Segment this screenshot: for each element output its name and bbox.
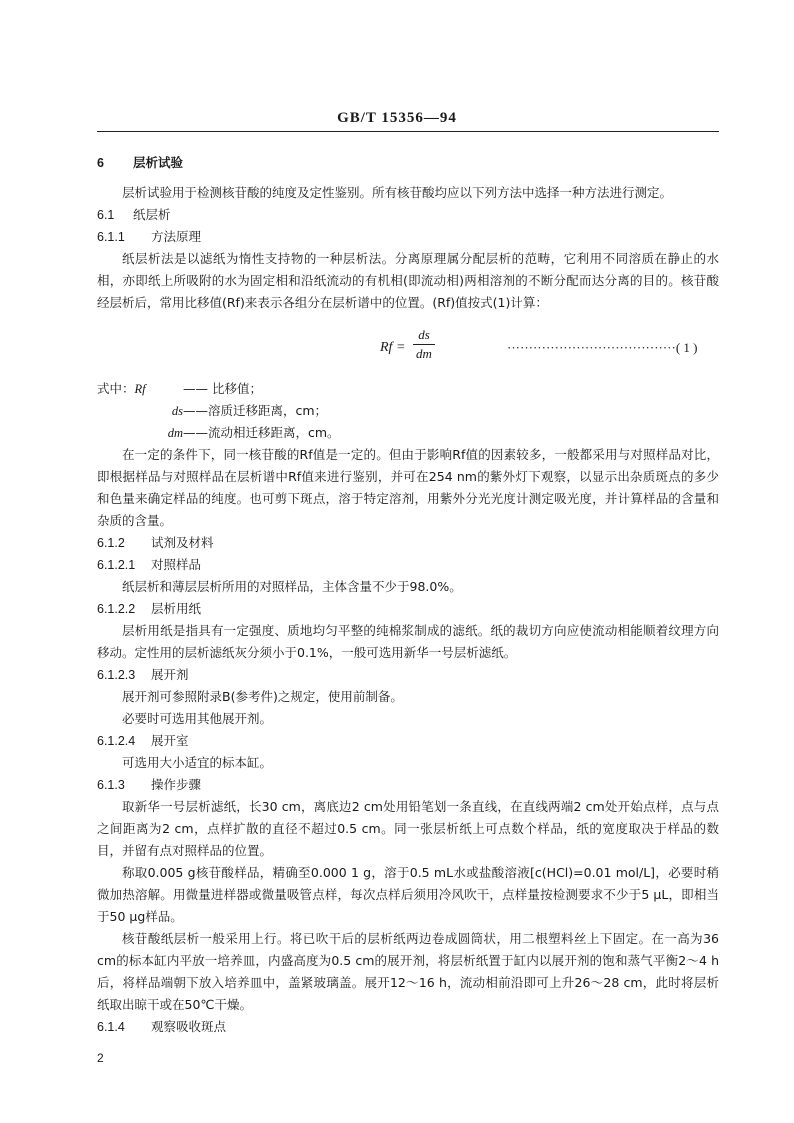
rf-formula — [97, 324, 719, 372]
section-title: 展开室 — [151, 733, 189, 748]
formula-lhs: Rf = — [380, 340, 406, 355]
section-number: 6.1.2 — [97, 536, 125, 550]
developer-paragraph-1: 展开剂可参照附录B(参考件)之规定，使用前制备。 — [122, 689, 403, 704]
section-title: 层析试验 — [133, 155, 184, 170]
section-title: 操作步骤 — [151, 777, 202, 792]
procedure-paragraph-2: 称取0.005 g核苷酸样品，精确至0.000 1 g，溶于0.5 mL水或盐酸溶液[c(HCl)=0.01 mol/L]，必要时稍微加热溶解。用微量进样器或微量吸管点样，每次点样后须用冷风吹干，点样量按检测要求不少于5 μL，即相当于50 μg样品。 — [97, 865, 719, 924]
formula-denominator: dm — [416, 346, 432, 361]
section-number: 6.1.2.4 — [97, 734, 136, 748]
chamber-paragraph: 可选用大小适宜的标本缸。 — [122, 755, 273, 770]
section-6-1-heading — [97, 204, 719, 226]
header-rule — [97, 131, 719, 132]
procedure-paragraph-1: 取新华一号层析滤纸，长30 cm，离底边2 cm处用铅笔划一条直线，在直线两端2 cm处开始点样，点与点之间距离为2 cm，点样扩散的直径不超过0.5 cm。同一张层析纸上可点数个样品，纸的宽度取决于样品的数目，并留有点对照样品的位置。 — [97, 799, 719, 858]
formula-numerator: ds — [418, 327, 430, 342]
standard-code-header: GB/T 15356—94 — [337, 110, 457, 126]
document-body — [97, 152, 719, 1038]
section-6-1-2-3-heading — [97, 664, 719, 686]
section-6-1-1-heading — [97, 226, 719, 248]
section-6-intro: 层析试验用于检测核苷酸的纯度及定性鉴别。所有核苷酸均应以下列方法中选择一种方法进行测定。 — [122, 185, 673, 200]
section-title: 展开剂 — [151, 667, 189, 682]
rf-discussion-paragraph: 在一定的条件下，同一核苷酸的Rf值是一定的。但由于影响Rf值的因素较多，一般都采用与对照样品对比，即根据样品与对照样品在层析谱中Rf值来进行鉴别，并可在254 nm的紫外灯下观察，以显示出杂质斑点的多少和色量来确定样品的纯度。也可剪下斑点，溶于特定溶剂，用紫外分光光度计测定吸光度，并计算样品的含量和杂质的含量。 — [97, 447, 719, 528]
section-6-1-2-1-heading — [97, 554, 719, 576]
section-number: 6 — [97, 156, 104, 170]
reference-sample-paragraph: 纸层析和薄层层析所用的对照样品，主体含量不少于98.0%。 — [122, 579, 462, 594]
section-6-1-2-4-heading — [97, 730, 719, 752]
page-number: 2 — [97, 1051, 104, 1065]
equation-number: ( 1 ) — [675, 340, 698, 355]
section-number: 6.1.2.1 — [97, 558, 136, 572]
section-6-1-2-2-heading — [97, 598, 719, 620]
section-title: 方法原理 — [151, 229, 202, 244]
chromatography-paper-paragraph: 层析用纸是指具有一定强度、质地均匀平整的纯棉浆制成的滤纸。纸的裁切方向应使流动相能顺着纹理方向移动。定性用的层析滤纸灰分须小于0.1%，一般可选用新华一号层析滤纸。 — [97, 623, 719, 660]
section-title: 观察吸收斑点 — [151, 1019, 227, 1034]
section-6-heading — [97, 152, 719, 174]
formula-leader: ·······································( 1 ) — [507, 340, 698, 355]
section-6-1-4-heading — [97, 1016, 719, 1038]
section-number: 6.1.2.2 — [97, 602, 136, 616]
procedure-paragraph-3: 核苷酸纸层析一般采用上行。将已吹干后的层析纸两边卷成圆筒状，用二根塑料丝上下固定。在一高为36 cm的标本缸内平放一培养皿，内盛高度为0.5 cm的展开剂，将层析纸置于缸内以展开剂的饱和蒸气平衡2～4 h后，将样品端朝下放入培养皿中，盖紧玻璃盖。展开12～16 h，流动相前沿即可上升26～28 cm，此时将层析纸取出晾干或在50℃干燥。 — [97, 931, 719, 1012]
principle-paragraph: 纸层析法是以滤纸为惰性支持物的一种层析法。分离原理属分配层析的范畴，它利用不同溶质在静止的水相，亦即纸上所吸附的水为固定相和沿纸流动的有机相(即流动相)两相溶剂的不断分配而达分离的目的。核苷酸经层析后，常用比移值(Rf)来表示各组分在层析谱中的位置。(Rf)值按式(1)计算： — [97, 251, 719, 310]
section-title: 对照样品 — [151, 557, 202, 572]
where-ds-symbol: ds — [171, 404, 183, 418]
where-ds — [97, 400, 719, 422]
section-title: 层析用纸 — [151, 601, 202, 616]
section-number: 6.1.3 — [97, 778, 125, 792]
where-ds-desc: ——溶质迁移距离，cm； — [183, 403, 328, 418]
where-dm-symbol: dm — [167, 426, 183, 440]
section-6-1-2-heading — [97, 532, 719, 554]
section-title: 纸层析 — [133, 207, 171, 222]
where-rf-desc: —— 比移值； — [183, 381, 262, 396]
section-number: 6.1.1 — [97, 230, 125, 244]
section-number: 6.1.4 — [97, 1020, 125, 1034]
section-number: 6.1.2.3 — [97, 668, 136, 682]
developer-paragraph-2: 必要时可选用其他展开剂。 — [122, 711, 273, 726]
section-title: 试剂及材料 — [151, 535, 214, 550]
where-dm — [97, 422, 719, 444]
where-dm-desc: ——流动相迁移距离，cm。 — [183, 425, 340, 440]
where-label: 式中：Rf — [97, 381, 146, 396]
formula-fraction — [413, 326, 435, 363]
section-number: 6.1 — [97, 208, 115, 222]
section-6-1-3-heading — [97, 774, 719, 796]
where-rf — [97, 378, 719, 400]
